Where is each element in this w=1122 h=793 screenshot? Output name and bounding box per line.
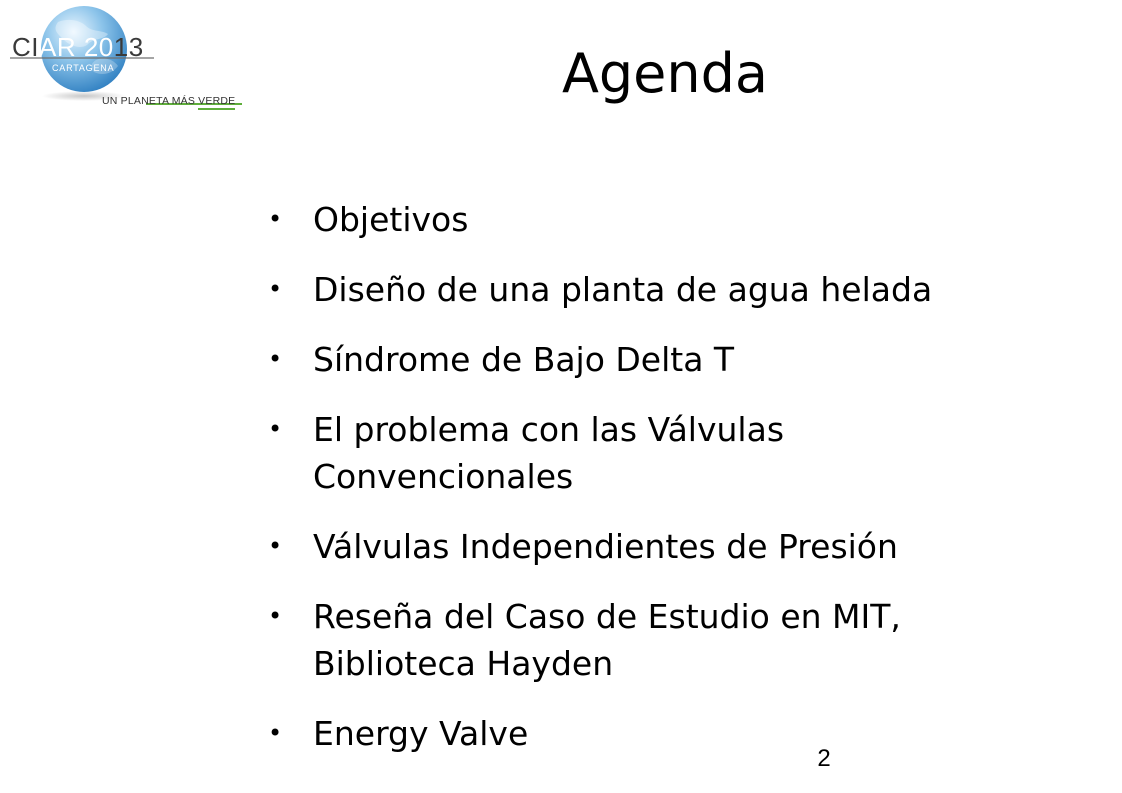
agenda-item-text: Diseño de una planta de agua helada: [313, 270, 933, 309]
bullet-icon: •: [268, 205, 283, 233]
agenda-item-text: Objetivos: [313, 200, 469, 239]
agenda-item: [268, 710, 1088, 757]
ciar-2013-logo: [6, 4, 256, 112]
agenda-item: [268, 336, 1088, 383]
agenda-item: [268, 593, 1088, 687]
bullet-icon: •: [268, 345, 283, 373]
bullet-icon: •: [268, 415, 283, 443]
logo-tagline: [102, 96, 235, 107]
logo-wordmark: CIAR 2013: [12, 32, 144, 62]
agenda-item: [268, 523, 1088, 570]
agenda-item-text: Energy Valve: [313, 714, 529, 753]
bullet-icon: •: [268, 532, 283, 560]
page-number: 2: [817, 745, 831, 772]
agenda-item-text: El problema con las Válvulas Convencionales: [313, 410, 785, 496]
bullet-icon: •: [268, 275, 283, 303]
logo-tagline-prefix: UN PLANETA MÁS: [102, 95, 199, 107]
bullet-icon: •: [268, 719, 283, 747]
bullet-icon: •: [268, 602, 283, 630]
agenda-item-text: Reseña del Caso de Estudio en MIT, Biblioteca Hayden: [313, 597, 901, 683]
agenda-item-text: Síndrome de Bajo Delta T: [313, 340, 735, 379]
agenda-item-text: Válvulas Independientes de Presión: [313, 527, 898, 566]
agenda-list: [268, 196, 1088, 780]
agenda-item: [268, 266, 1088, 313]
slide-title: Agenda: [561, 42, 769, 105]
agenda-item: [268, 196, 1088, 243]
logo-city: CARTAGENA: [52, 63, 115, 73]
logo-tagline-highlight: VERDE: [198, 95, 235, 110]
agenda-item: [268, 406, 1088, 500]
